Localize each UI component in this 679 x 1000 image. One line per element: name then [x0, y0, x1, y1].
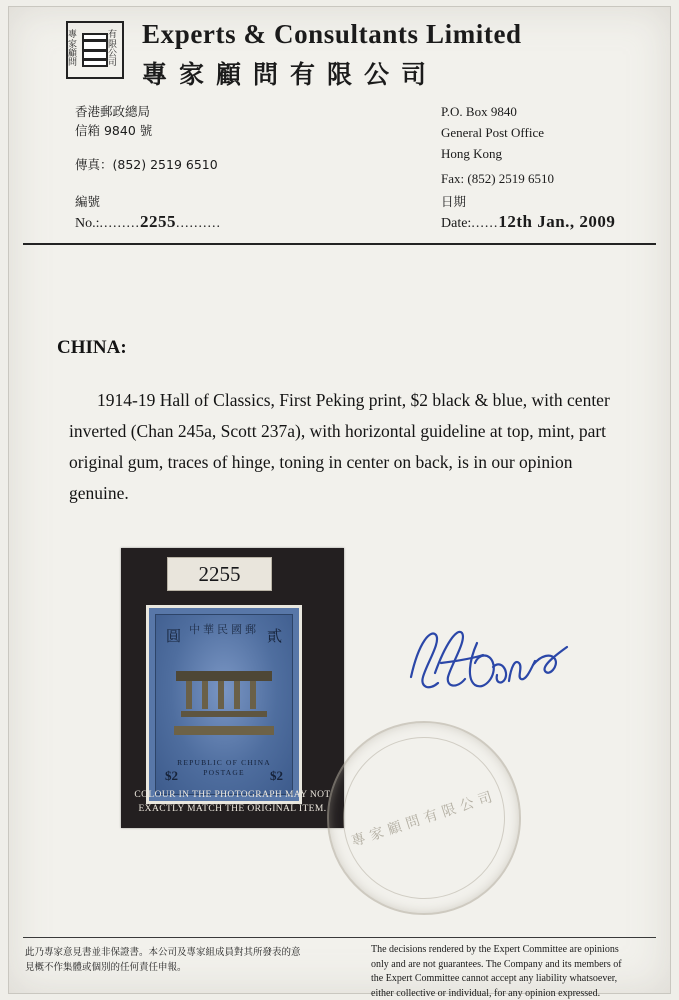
disclaimer-cn-line2: 見概不作集體或個別的任何責任申報。: [25, 962, 187, 974]
disclaimer-cn-line1: 此乃專家意見書並非保證書。本公司及專家組成員對其所發表的意: [25, 947, 301, 958]
date-label-english: Date:: [441, 216, 472, 231]
address-en-line2: General Post Office: [441, 125, 545, 141]
stamp-character-right: 貳: [266, 627, 282, 645]
disclaimer-en-line3: the Expert Committee cannot accept any liability whatsoever,: [371, 973, 618, 984]
stamp-top-text: 中華民國郵: [189, 623, 259, 636]
address-cn-line1: 香港郵政總局: [75, 104, 151, 119]
footer-divider: [23, 937, 656, 938]
date-line: [441, 212, 615, 232]
certificate-date-block: [441, 192, 615, 232]
header-divider: [23, 243, 656, 245]
postage-stamp: [146, 605, 302, 804]
company-name-english: Experts & Consultants Limited: [142, 19, 522, 49]
stamp-value-right: $2: [270, 768, 283, 783]
disclaimer-english: [371, 943, 671, 1000]
seal-text: 專家顧問有限公司: [349, 787, 500, 851]
company-name-chinese: 專家顧問有限公司: [142, 60, 439, 89]
address-en-line3: Hong Kong: [441, 146, 503, 162]
photo-caption: [121, 788, 344, 817]
disclaimer-en-line2: only and are not guarantees. The Company and its members of: [371, 958, 622, 970]
certificate-header: [9, 7, 670, 239]
date-dots-lead: ......: [471, 216, 499, 231]
stamp-value-left: $2: [165, 768, 178, 783]
certificate-number-value: 2255: [140, 212, 176, 231]
address-en-line1: P.O. Box 9840: [441, 104, 517, 119]
number-dots-tail: ..........: [176, 216, 221, 231]
disclaimer-en-line4: either collective or individual, for any opinion expressed.: [371, 987, 601, 999]
logo-right-characters: 有限公司: [108, 30, 118, 69]
stamp-bottom-line1: REPUBLIC OF CHINA: [177, 757, 271, 767]
photo-item-number: 2255: [167, 557, 272, 591]
disclaimer-en-line1: The decisions rendered by the Expert Committee are opinions: [371, 944, 619, 955]
number-label-chinese: 編號: [75, 194, 101, 209]
certificate-paper: [8, 6, 671, 999]
number-dots-lead: .........: [99, 216, 140, 231]
address-cn-line2: 信箱 9840 號: [75, 123, 153, 139]
number-label-english: No.:: [75, 216, 100, 231]
stamp-design: [155, 614, 293, 795]
certificate-number-block: [75, 192, 221, 232]
number-line: [75, 212, 221, 232]
company-logo-icon: [66, 21, 124, 79]
expert-signature: [405, 619, 585, 709]
signature-icon: [405, 619, 585, 709]
address-english: [441, 101, 554, 189]
certificate-date-value: 12th Jan., 2009: [498, 212, 616, 231]
photo-caption-line2: EXACTLY MATCH THE ORIGINAL ITEM.: [138, 803, 327, 814]
logo-emblem-icon: [82, 23, 108, 77]
address-chinese: [75, 102, 218, 174]
stamp-character-left: 圓: [166, 627, 182, 645]
country-heading: CHINA:: [57, 337, 127, 358]
stamp-photograph: [121, 548, 344, 828]
date-label-chinese: 日期: [441, 194, 467, 209]
hall-of-classics-vignette-icon: [174, 667, 274, 751]
item-description: 1914-19 Hall of Classics, First Peking print, $2 black & blue, with center inverted (Chan 245a, Scott 237a), with horizontal guideline at top, mint, part original gum, traces of hinge, toning in center on back, is in our opinion genuine.: [69, 390, 610, 504]
stamp-bottom-line2: POSTAGE: [203, 767, 245, 777]
photo-caption-line1: COLOUR IN THE PHOTOGRAPH MAY NOT: [134, 789, 331, 800]
fax-chinese: 傳真：(852) 2519 6510: [75, 156, 218, 172]
disclaimer-chinese: [25, 945, 325, 975]
logo-left-characters: 專家顧問: [68, 30, 78, 69]
fax-english: Fax: (852) 2519 6510: [441, 171, 555, 187]
